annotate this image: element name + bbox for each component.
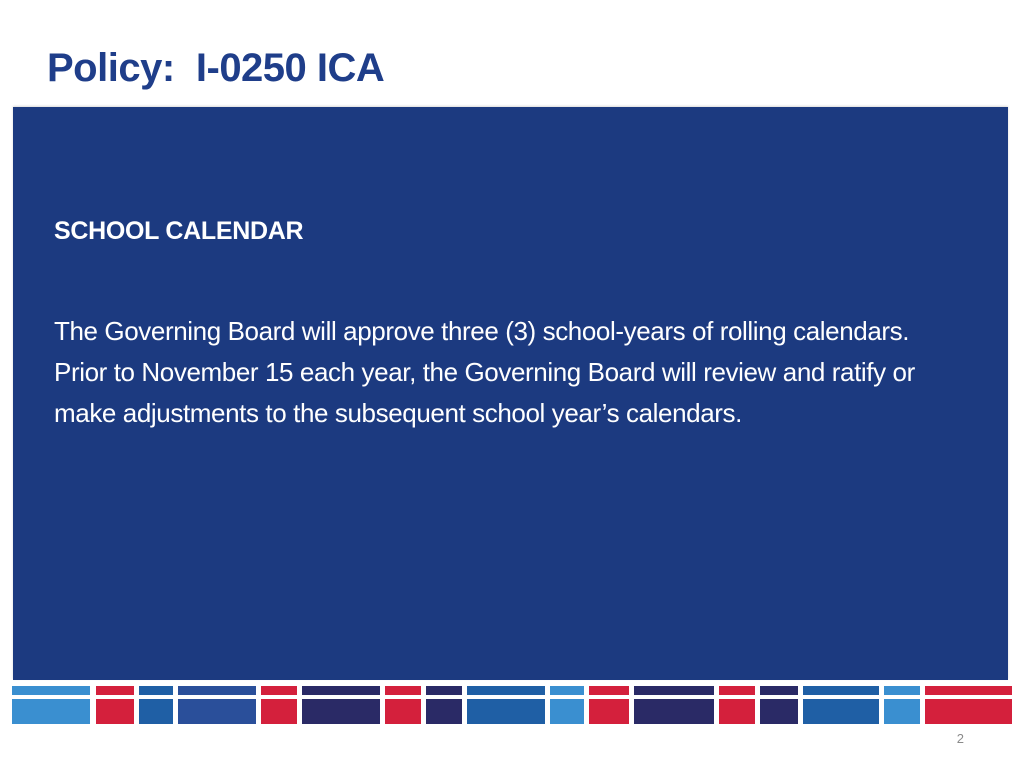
content-panel bbox=[13, 107, 1008, 680]
decorative-stripe-band bbox=[12, 686, 1012, 724]
band-segment bbox=[550, 686, 584, 724]
policy-body-text: The Governing Board will approve three (3) school-years of rolling calendars. Prior to November 15 each year, the Governing Board will review and ratify or make adjustments to the subsequent school year’s calendars. bbox=[54, 316, 915, 428]
band-segment bbox=[96, 686, 134, 724]
band-segment bbox=[178, 686, 256, 724]
band-segment bbox=[426, 686, 462, 724]
band-segment bbox=[634, 686, 714, 724]
band-segment bbox=[803, 686, 879, 724]
band-segment bbox=[302, 686, 380, 724]
band-segment bbox=[139, 686, 173, 724]
band-segment bbox=[589, 686, 629, 724]
band-segment bbox=[261, 686, 297, 724]
page-number: 2 bbox=[956, 731, 964, 746]
band-segment bbox=[12, 686, 90, 724]
band-segment bbox=[385, 686, 421, 724]
slide-title: Policy: I-0250 ICA bbox=[47, 46, 385, 90]
band-segment bbox=[719, 686, 755, 724]
band-segment bbox=[760, 686, 798, 724]
band-segment bbox=[467, 686, 545, 724]
band-segment bbox=[925, 686, 1012, 724]
section-heading: SCHOOL CALENDAR bbox=[54, 217, 304, 245]
band-segment bbox=[884, 686, 920, 724]
